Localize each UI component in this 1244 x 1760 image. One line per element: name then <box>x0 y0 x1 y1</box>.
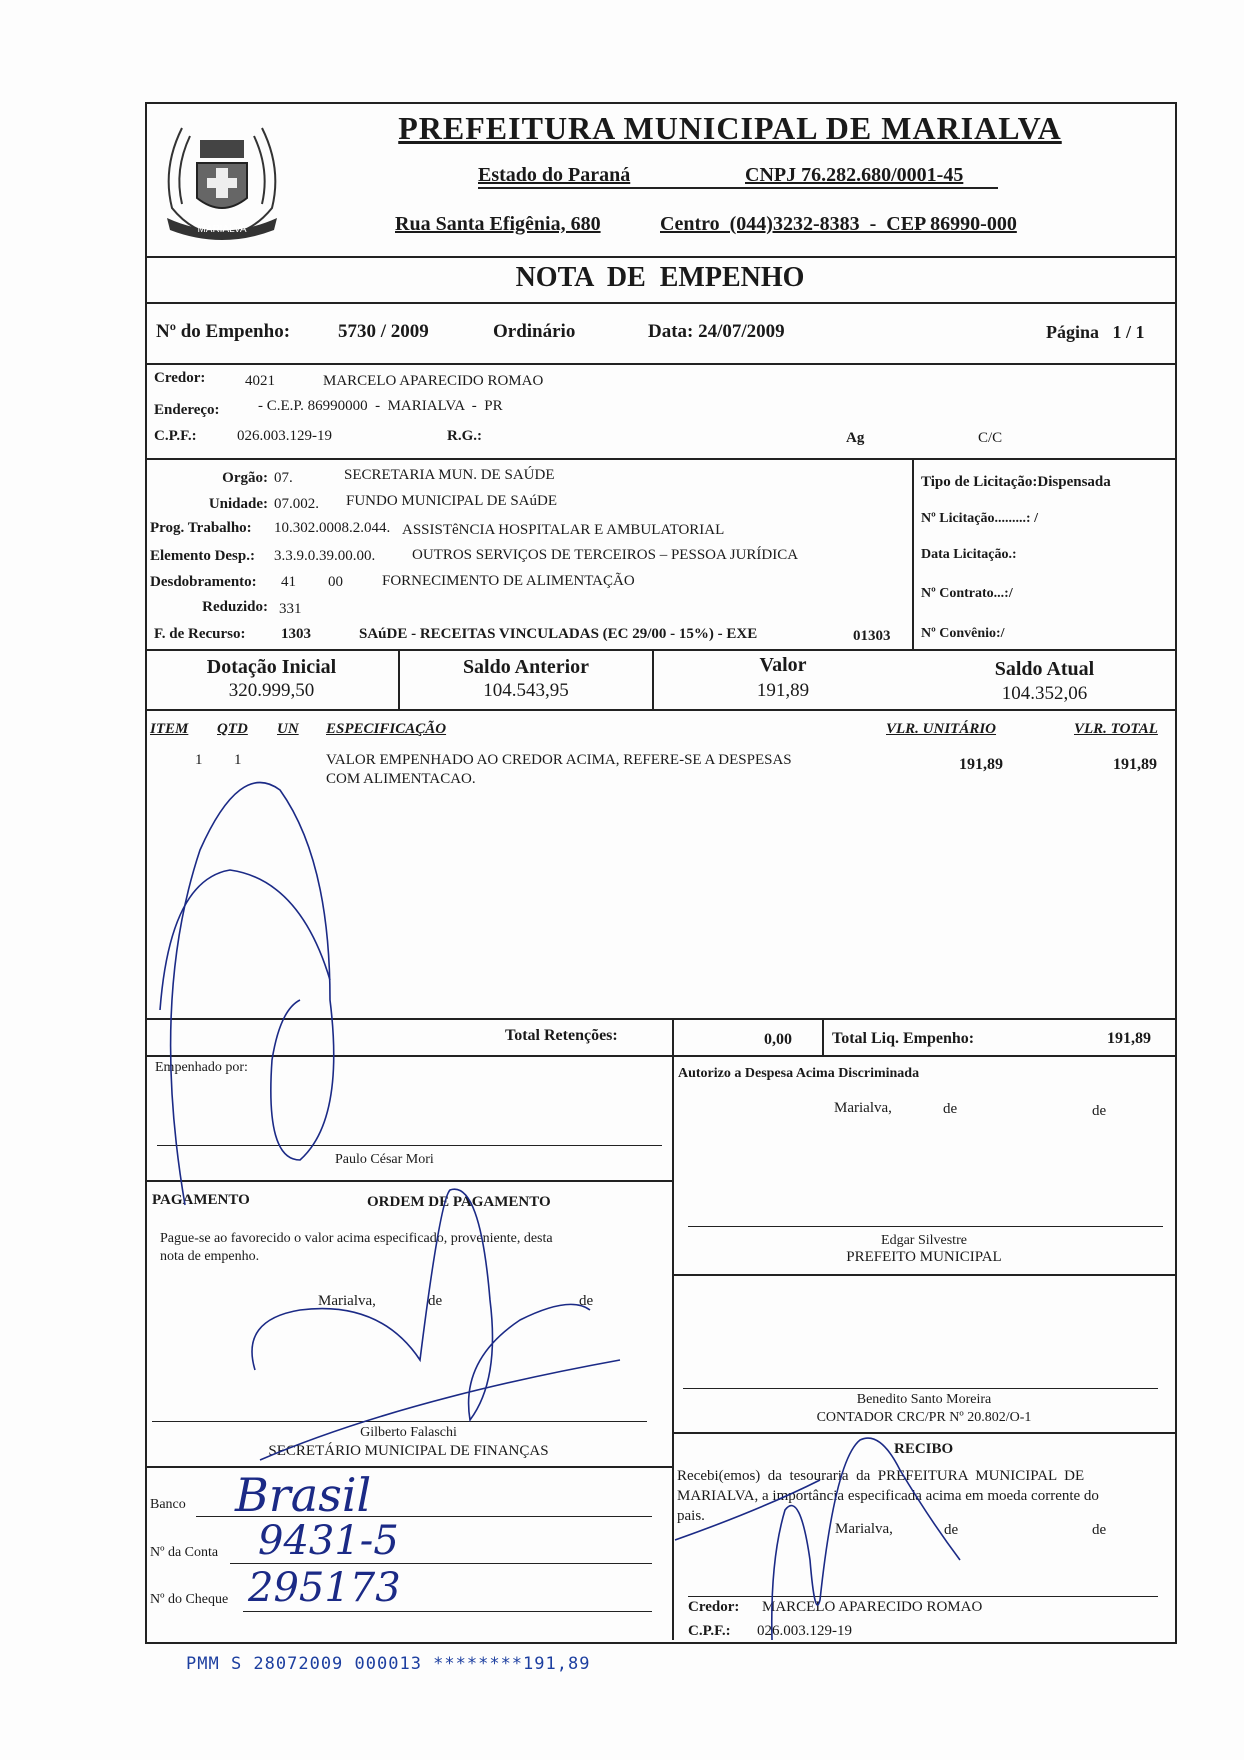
conta-label: Nº da Conta <box>150 1545 219 1560</box>
col-un: UN <box>277 721 299 737</box>
cheque-label: Nº do Cheque <box>150 1592 229 1607</box>
prog-code: 10.302.0008.2.044. <box>274 520 391 536</box>
recurso-value: SAúDE - RECEITAS VINCULADAS (EC 29/00 - 15%) - EXE <box>359 626 758 642</box>
recibo-credor-label: Credor: <box>688 1599 740 1615</box>
page-title: PREFEITURA MUNICIPAL DE MARIALVA <box>398 110 1062 146</box>
recibo-de1: de <box>944 1522 959 1538</box>
row-qtd: 1 <box>234 752 242 768</box>
reduzido-value: 331 <box>279 601 302 617</box>
doc-title: NOTA DE EMPENHO <box>515 262 805 293</box>
banco-label: Banco <box>150 1497 186 1512</box>
pagamento-de1: de <box>428 1293 443 1309</box>
orgao-label: Orgão: <box>222 470 268 486</box>
unidade-code: 07.002. <box>274 496 319 512</box>
banco-value: Brasil <box>235 1468 372 1522</box>
credor-code: 4021 <box>245 373 275 389</box>
address-field-label: Endereço: <box>154 402 220 418</box>
pagamento-place: Marialva, <box>318 1293 376 1309</box>
cpf-label: C.P.F.: <box>154 428 197 444</box>
empenhado-label: Empenhado por: <box>155 1060 248 1075</box>
signature-pagamento <box>252 1189 620 1460</box>
recurso-code: 1303 <box>281 626 311 642</box>
valor-label: Valor <box>759 654 807 676</box>
retencoes-value: 0,00 <box>764 1031 792 1048</box>
orgao-code: 07. <box>274 470 293 486</box>
recibo-cpf-label: C.P.F.: <box>688 1623 731 1639</box>
pagamento-role: SECRETÁRIO MUNICIPAL DE FINANÇAS <box>268 1443 549 1459</box>
atual-label: Saldo Atual <box>994 658 1095 680</box>
col-item: ITEM <box>150 721 189 737</box>
licitacao-numero: Nº Licitação.........: / <box>921 511 1038 526</box>
recibo-text-3: pais. <box>677 1508 705 1524</box>
dotacao-value: 320.999,50 <box>228 680 315 701</box>
recurso-code2: 01303 <box>853 628 891 644</box>
cheque-value: 295173 <box>248 1565 401 1611</box>
contador-name: Benedito Santo Moreira <box>856 1392 992 1407</box>
recibo-text-2: MARIALVA, a importância especificada acima em moeda corrente do <box>677 1488 1099 1504</box>
ordem-label: ORDEM DE PAGAMENTO <box>367 1194 551 1210</box>
signature-recibo <box>675 1438 960 1640</box>
orgao-value: SECRETARIA MUN. DE SAÚDE <box>344 467 555 483</box>
liquido-value: 191,89 <box>1107 1030 1151 1047</box>
signature-empenhado <box>171 783 334 1206</box>
pagamento-label: PAGAMENTO <box>152 1192 250 1208</box>
licitacao-contrato: Nº Contrato...:/ <box>921 586 1013 601</box>
row-spec-2: COM ALIMENTACAO. <box>326 771 476 787</box>
col-unit: VLR. UNITÁRIO <box>886 721 997 737</box>
recibo-credor-name: MARCELO APARECIDO ROMAO <box>762 1599 983 1615</box>
licitacao-data: Data Licitação.: <box>921 547 1017 562</box>
empenhado-name: Paulo César Mori <box>335 1152 434 1167</box>
conta-value: 9431-5 <box>258 1518 399 1564</box>
autorizo-role: PREFEITO MUNICIPAL <box>846 1249 1002 1265</box>
row-item: 1 <box>195 752 203 768</box>
desd-value: FORNECIMENTO DE ALIMENTAÇÃO <box>382 573 635 589</box>
recibo-text-1: Recebi(emos) da tesouraria da PREFEITURA MUNICIPAL DE <box>677 1468 1085 1484</box>
pagamento-de2: de <box>579 1293 594 1309</box>
recurso-label: F. de Recurso: <box>154 626 246 642</box>
retencoes-label: Total Retenções: <box>505 1027 618 1044</box>
col-spec: ESPECIFICAÇÃO <box>326 721 447 737</box>
anterior-label: Saldo Anterior <box>462 656 590 678</box>
row-spec-1: VALOR EMPENHADO AO CREDOR ACIMA, REFERE-SE A DESPESAS <box>326 752 792 768</box>
elem-label: Elemento Desp.: <box>150 548 255 564</box>
pagamento-text-1: Pague-se ao favorecido o valor acima especificado, proveniente, desta <box>160 1231 553 1246</box>
recibo-cpf: 026.003.129-19 <box>757 1623 852 1639</box>
reduzido-label: Reduzido: <box>202 599 268 615</box>
liquido-label: Total Liq. Empenho: <box>832 1030 975 1047</box>
autorizo-place: Marialva, <box>834 1100 892 1116</box>
crest-text: MARIALVA <box>197 224 247 235</box>
licitacao-convenio: Nº Convênio:/ <box>921 626 1005 641</box>
unidade-value: FUNDO MUNICIPAL DE SAúDE <box>346 493 557 509</box>
credor-cpf: 026.003.129-19 <box>237 428 332 444</box>
recibo-place: Marialva, <box>835 1521 893 1537</box>
desd-label: Desdobramento: <box>150 574 257 590</box>
empenho-label: Nº do Empenho: <box>156 321 291 342</box>
credor-address: - C.E.P. 86990000 - MARIALVA - PR <box>258 398 503 414</box>
contador-role: CONTADOR CRC/PR Nº 20.802/O-1 <box>816 1410 1032 1425</box>
credor-label: Credor: <box>154 370 206 386</box>
autorizo-label: Autorizo a Despesa Acima Discriminada <box>678 1066 920 1081</box>
page-number: Página 1 / 1 <box>1046 322 1145 342</box>
pagamento-text-2: nota de empenho. <box>160 1249 260 1264</box>
col-total: VLR. TOTAL <box>1074 721 1158 737</box>
ag-label: Ag <box>846 430 865 446</box>
unidade-label: Unidade: <box>208 496 268 512</box>
district-phone-cep: Centro (044)3232-8383 - CEP 86990-000 <box>660 213 1017 235</box>
empenho-date: Data: 24/07/2009 <box>648 321 785 342</box>
signature-empenhado-2 <box>160 870 330 1010</box>
valor-value: 191,89 <box>756 680 810 701</box>
cash-register-stamp: PMM S 28072009 000013 ********191,89 <box>186 1654 591 1674</box>
pagamento-signer: Gilberto Falaschi <box>360 1425 457 1440</box>
credor-name: MARCELO APARECIDO ROMAO <box>323 373 544 389</box>
col-qtd: QTD <box>217 721 248 737</box>
elem-code: 3.3.9.0.39.00.00. <box>274 548 376 564</box>
autorizo-signer: Edgar Silvestre <box>881 1233 967 1248</box>
row-total: 191,89 <box>1113 756 1157 773</box>
desd-code1: 41 <box>281 574 296 590</box>
dotacao-label: Dotação Inicial <box>206 656 337 678</box>
empenho-number: 5730 / 2009 <box>338 321 429 342</box>
rg-label: R.G.: <box>447 428 482 444</box>
prog-value: ASSISTêNCIA HOSPITALAR E AMBULATORIAL <box>402 522 725 538</box>
recibo-de2: de <box>1092 1522 1107 1538</box>
state-label: Estado do Paraná <box>478 164 631 186</box>
recibo-label: RECIBO <box>894 1441 954 1457</box>
cc-label: C/C <box>978 430 1003 446</box>
autorizo-de1: de <box>943 1101 958 1117</box>
address-label: Rua Santa Efigênia, 680 <box>395 213 601 235</box>
empenho-type: Ordinário <box>493 321 576 342</box>
anterior-value: 104.543,95 <box>483 680 569 701</box>
autorizo-de2: de <box>1092 1103 1107 1119</box>
cnpj-label: CNPJ 76.282.680/0001-45 <box>745 164 964 186</box>
elem-value: OUTROS SERVIÇOS DE TERCEIROS – PESSOA JURÍDICA <box>412 547 799 563</box>
desd-code2: 00 <box>328 574 343 590</box>
row-unit: 191,89 <box>959 756 1003 773</box>
atual-value: 104.352,06 <box>1001 683 1088 704</box>
prog-label: Prog. Trabalho: <box>150 520 252 536</box>
licitacao-tipo: Tipo de Licitação:Dispensada <box>921 474 1111 490</box>
